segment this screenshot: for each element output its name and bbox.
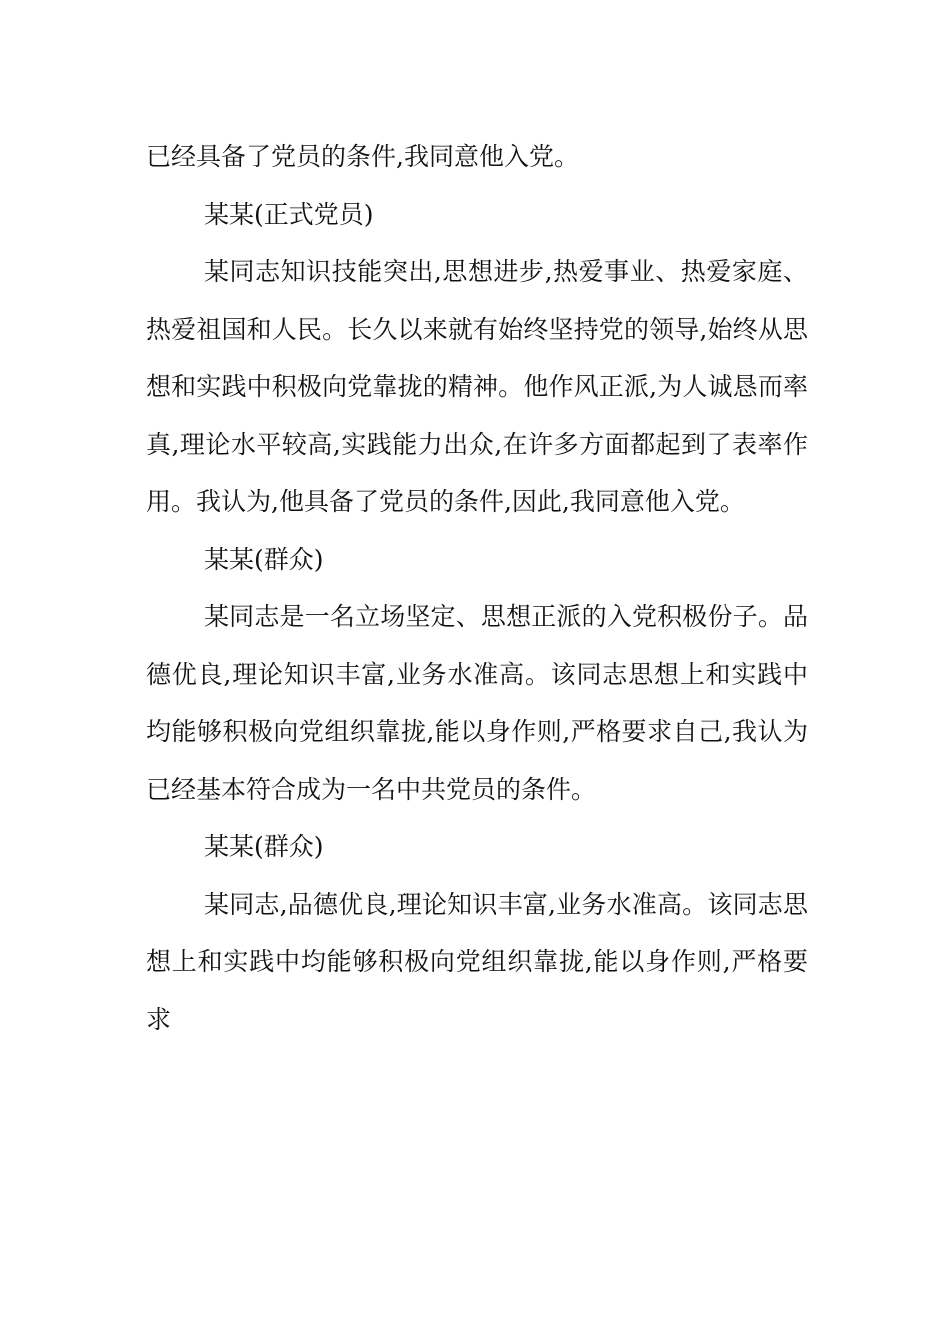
document-body xyxy=(146,128,808,1048)
paragraph-continuation: 已经具备了党员的条件,我同意他入党。 xyxy=(146,142,579,171)
signature-label: 某某(群众) xyxy=(204,832,324,861)
paragraph-opinion: 某同志是一名立场坚定、思想正派的入党积极份子。品德优良,理论知识丰富,业务水准高。该同志思想上和实践中均能够积极向党组织靠拢,能以身作则,严格要求自己,我认为已经基本符合成为一名中共党员的条件。 xyxy=(146,602,808,804)
paragraph-opinion: 某同志,品德优良,理论知识丰富,业务水准高。该同志思想上和实践中均能够积极向党组织靠拢,能以身作则,严格要求 xyxy=(146,889,808,1034)
signature-label: 某某(群众) xyxy=(204,544,324,574)
paragraph-opinion: 某同志知识技能突出,思想进步,热爱事业、热爱家庭、热爱祖国和人民。长久以来就有始终坚持党的领导,始终从思想和实践中积极向党靠拢的精神。他作风正派,为人诚恳而率真,理论水平较高,实践能力出众,在许多方面都起到了表率作用。我认为,他具备了党员的条件,因此,我同意他入党。 xyxy=(146,257,808,516)
signature-label: 某某(正式党员) xyxy=(204,199,374,229)
